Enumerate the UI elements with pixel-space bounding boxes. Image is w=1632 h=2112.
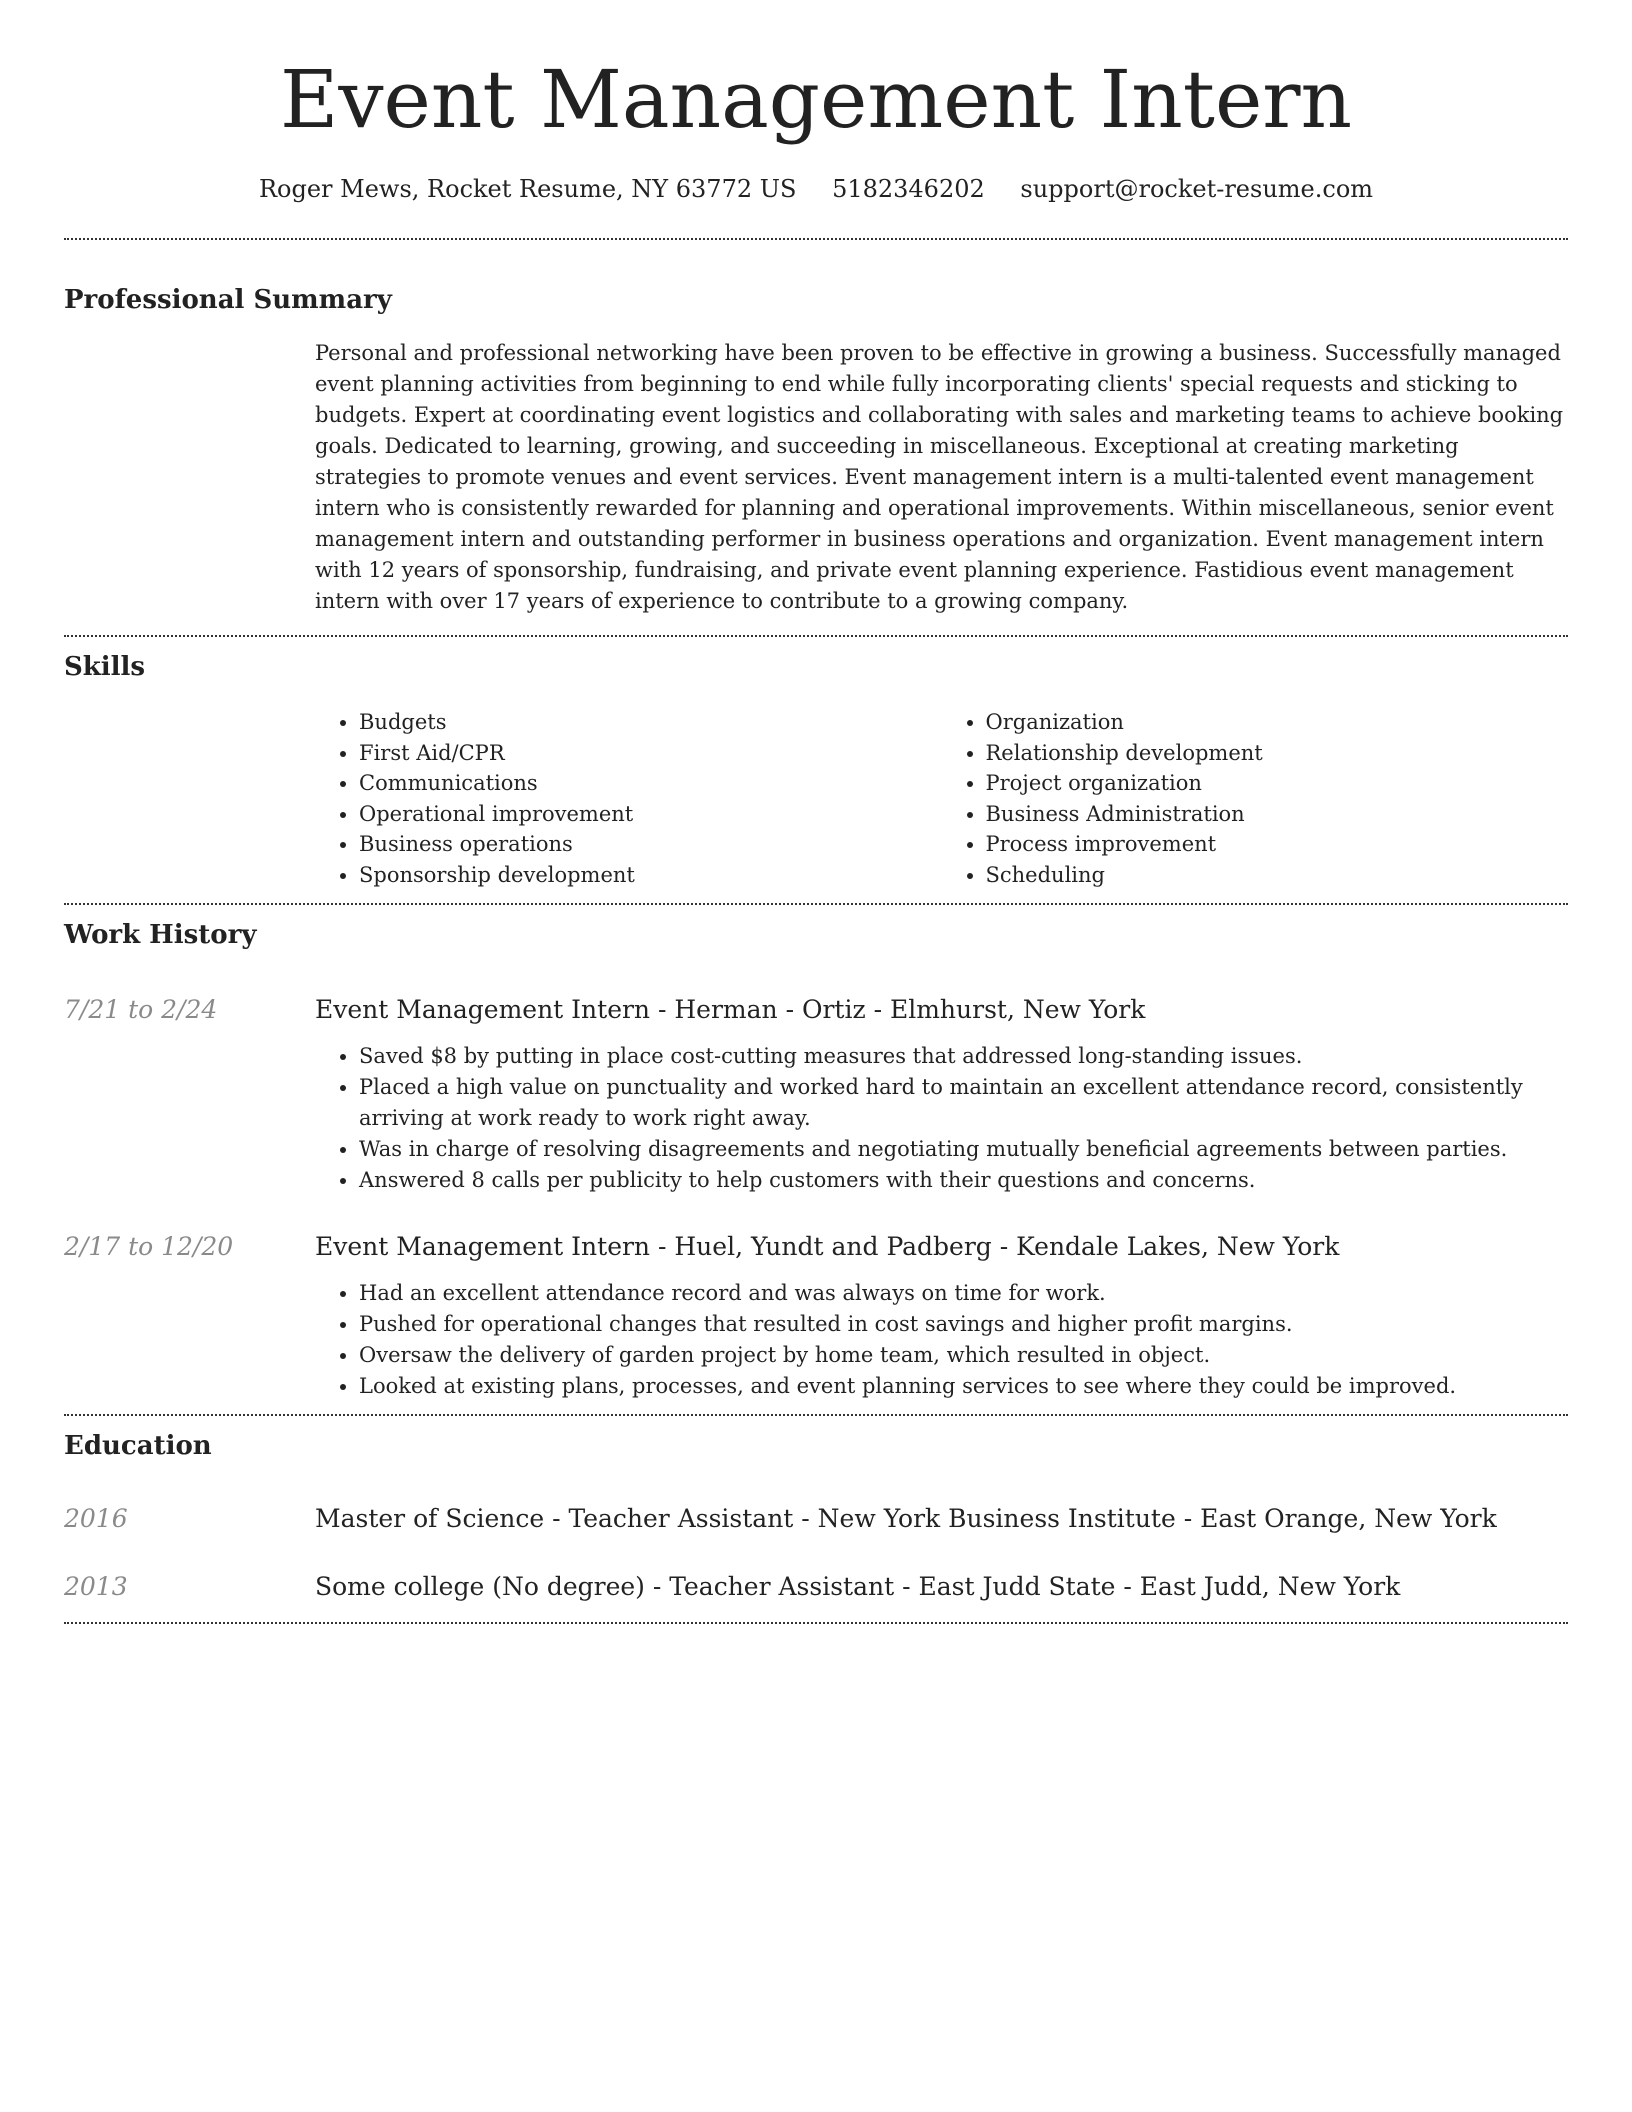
resume-name: Event Management Intern (279, 53, 1353, 146)
skill-item: • Sponsorship development (359, 860, 942, 891)
job-dates: 2/17 to 12/20 (64, 1231, 234, 1261)
job-bullet: • Oversaw the delivery of garden project by home team, which resulted in object. (359, 1340, 1568, 1371)
job-bullet: • Answered 8 calls per publicity to help customers with their questions and concerns. (359, 1165, 1568, 1196)
skill-item: • Scheduling (986, 860, 1569, 891)
summary-text: Personal and professional networking have been proven to be effective in growing a business. Successfully managed event planning activities from beginning to end while fully incorporating clients' special requests and sticking to budgets. Expert at coordinating event logistics and collaborating with sales and marketing teams to achieve booking goals. Dedicated to learning, growing, and succeeding in miscellaneous. Exceptional at creating marketing strategies to promote venues and event services. Event management intern is a multi-talented event management intern who is consistently rewarded for planning and operational improvements. Within miscellaneous, senior event management intern and outstanding performer in business operations and organization. Event management intern with 12 years of sponsorship, fundraising, and private event planning experience. Fastidious event management intern with over 17 years of experience to contribute to a growing company. (315, 341, 1564, 613)
summary-title: Professional Summary (64, 285, 392, 315)
contact-line (64, 172, 1568, 206)
education-entry (64, 1570, 1568, 1604)
job-title: Event Management Intern - Herman - Ortiz - Elmhurst, New York (315, 994, 1146, 1024)
skill-item: • Business operations (359, 829, 942, 860)
job-bullet-list (315, 1041, 1568, 1196)
job-title: Event Management Intern - Huel, Yundt and Padberg - Kendale Lakes, New York (315, 1231, 1340, 1261)
skills-grid (315, 707, 1568, 891)
education-title-line: Some college (No degree) - Teacher Assistant - East Judd State - East Judd, New York (315, 1571, 1401, 1601)
education-entry (64, 1502, 1568, 1536)
job-bullet: • Was in charge of resolving disagreements and negotiating mutually beneficial agreements between parties. (359, 1134, 1568, 1165)
education-year: 2013 (64, 1571, 128, 1601)
skills-left-column (315, 707, 942, 891)
education-year: 2016 (64, 1503, 128, 1533)
education-title: Education (64, 1430, 212, 1461)
skill-item: • Organization (986, 707, 1569, 738)
job-bullet-list (315, 1278, 1568, 1402)
divider (64, 1622, 1568, 1624)
skill-item: • Relationship development (986, 738, 1569, 769)
skill-item: • Project organization (986, 768, 1569, 799)
skill-item: • Operational improvement (359, 799, 942, 830)
skill-item: • Budgets (359, 707, 942, 738)
skills-right-column (942, 707, 1569, 891)
summary-section (64, 282, 1568, 617)
contact-phone: 5182346202 (832, 175, 985, 203)
job-bullet: • Had an excellent attendance record and was always on time for work. (359, 1278, 1568, 1309)
job-dates: 7/21 to 2/24 (64, 994, 218, 1024)
work-history-title: Work History (64, 919, 257, 950)
skills-title: Skills (64, 652, 146, 682)
resume-page (64, 0, 1568, 1624)
job-bullet: • Placed a high value on punctuality and worked hard to maintain an excellent attendance record, consistently arriving at work ready to work right away. (359, 1072, 1568, 1134)
contact-email: support@rocket-resume.com (1020, 175, 1374, 203)
job-bullet: • Pushed for operational changes that resulted in cost savings and higher profit margins. (359, 1309, 1568, 1340)
skill-item: • First Aid/CPR (359, 738, 942, 769)
skill-item: • Business Administration (986, 799, 1569, 830)
work-history-section (64, 905, 1568, 1414)
job-details (315, 1230, 1568, 1402)
job-entry (64, 1230, 1568, 1402)
job-bullet: • Saved $8 by putting in place cost-cutting measures that addressed long-standing issues. (359, 1041, 1568, 1072)
divider (64, 238, 1568, 240)
skill-item: • Communications (359, 768, 942, 799)
education-section (64, 1416, 1568, 1622)
skill-item: • Process improvement (986, 829, 1569, 860)
job-details (315, 993, 1568, 1196)
contact-address: Roger Mews, Rocket Resume, NY 63772 US (258, 175, 797, 203)
skills-section (64, 637, 1568, 891)
job-entry (64, 993, 1568, 1196)
education-title-line: Master of Science - Teacher Assistant - New York Business Institute - East Orange, New York (315, 1503, 1497, 1533)
job-bullet: • Looked at existing plans, processes, and event planning services to see where they could be improved. (359, 1371, 1568, 1402)
